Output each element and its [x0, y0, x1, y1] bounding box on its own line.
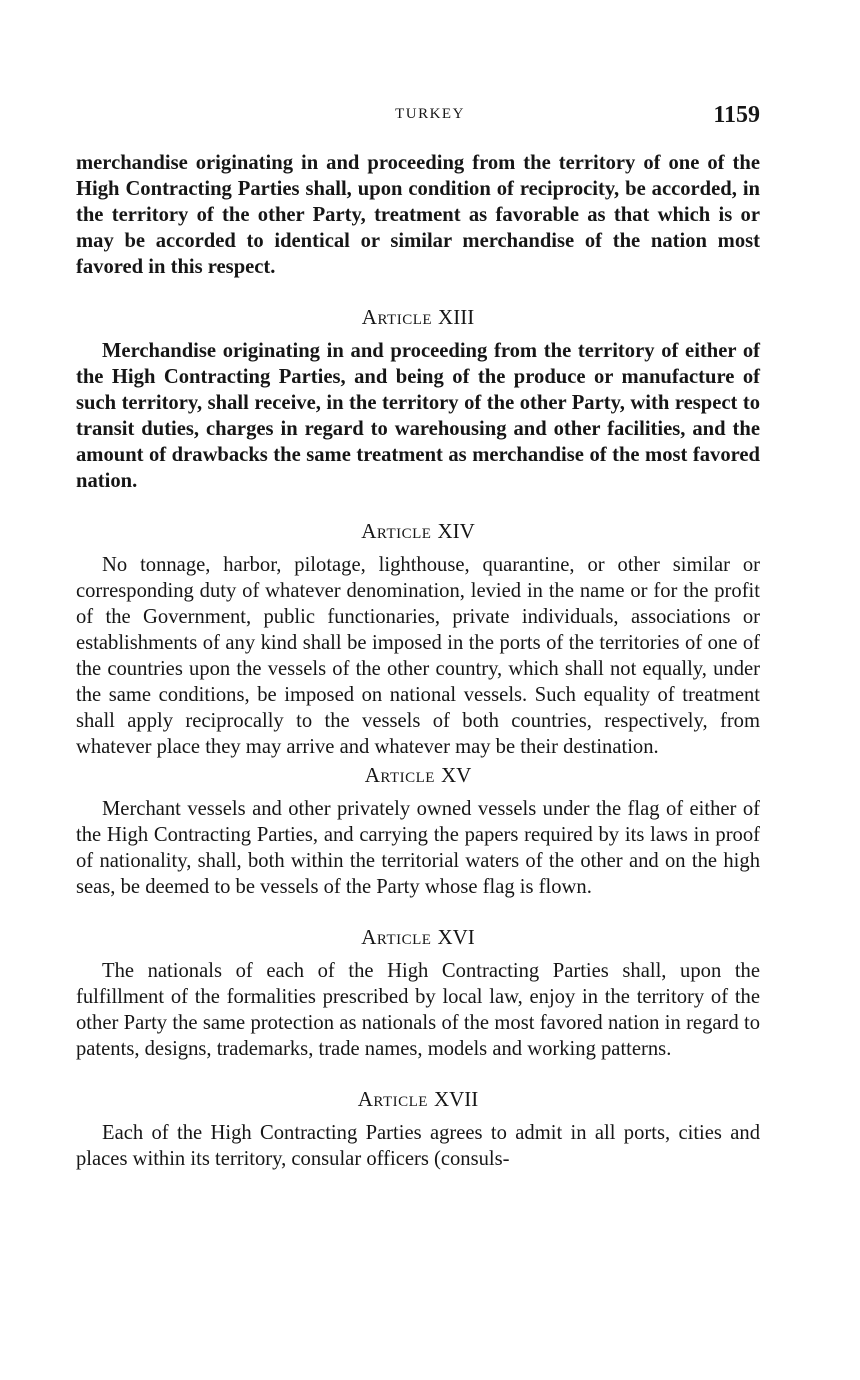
article-heading-xiii: [76, 302, 760, 332]
article-xv-text: Merchant vessels and other privately owned vessels under the flag of either of the High Contracting Parties, and carrying the papers required by its laws in proof of nationality, shall, both within the territorial waters of the other and on the high seas, be deemed to be vessels of the Party whose flag is flown.: [76, 798, 760, 898]
article-word: Article: [357, 1087, 428, 1111]
article-numeral: XIII: [438, 305, 475, 329]
continuation-paragraph: merchandise originating in and proceeding from the territory of one of the High Contracting Parties shall, upon condition of reciprocity, be accorded, in the territory of the other Party, treatment as favorable as that which is or may be accorded to identical or similar merchandise of the nation most favored in this respect.: [76, 152, 760, 278]
article-numeral: XIV: [437, 519, 475, 543]
article-heading-xvii: [76, 1084, 760, 1114]
page-number: 1159: [713, 102, 760, 128]
running-title: TURKEY: [395, 106, 465, 122]
article-numeral: XVII: [433, 1087, 479, 1111]
article-word: Article: [361, 925, 432, 949]
article-word: Article: [361, 305, 433, 329]
article-heading-xvi: [76, 922, 760, 952]
article-heading-xiv: [76, 516, 760, 546]
article-xiv-text: No tonnage, harbor, pilotage, lighthouse, quarantine, or other similar or corresponding duty of whatever denomination, levied in the name or for the profit of the Government, public functionaries, private individuals, associations or establishments of any kind shall be imposed in the ports of the territories of one of the countries upon the vessels of the other country, which shall not equally, under the same conditions, be imposed on national vessels. Such equality of treatment shall apply reciprocally to the vessels of both countries, respectively, from whatever place they may arrive and whatever may be their destination.: [76, 554, 760, 758]
running-header: [0, 104, 860, 134]
article-word: Article: [364, 763, 435, 787]
article-numeral: XVI: [437, 925, 475, 949]
article-word: Article: [361, 519, 432, 543]
article-xvii-text: Each of the High Contracting Parties agrees to admit in all ports, cities and places within its territory, consular officers (consuls-: [76, 1122, 760, 1170]
article-heading-xv: [76, 760, 760, 790]
body-text: [76, 150, 760, 1172]
article-xiii-text: Merchandise originating in and proceeding from the territory of either of the High Contracting Parties, and being of the produce or manufacture of such territory, shall receive, in the territory of the other Party, with respect to transit duties, charges in regard to warehousing and other facilities, and the amount of drawbacks the same treatment as merchandise of the most favored nation.: [76, 340, 760, 492]
article-xvi-text: The nationals of each of the High Contracting Parties shall, upon the fulfillment of the formalities prescribed by local law, enjoy in the territory of the other Party the same protection as nationals of the most favored nation in regard to patents, designs, trademarks, trade names, models and working patterns.: [76, 960, 760, 1060]
article-numeral: XV: [440, 763, 472, 787]
